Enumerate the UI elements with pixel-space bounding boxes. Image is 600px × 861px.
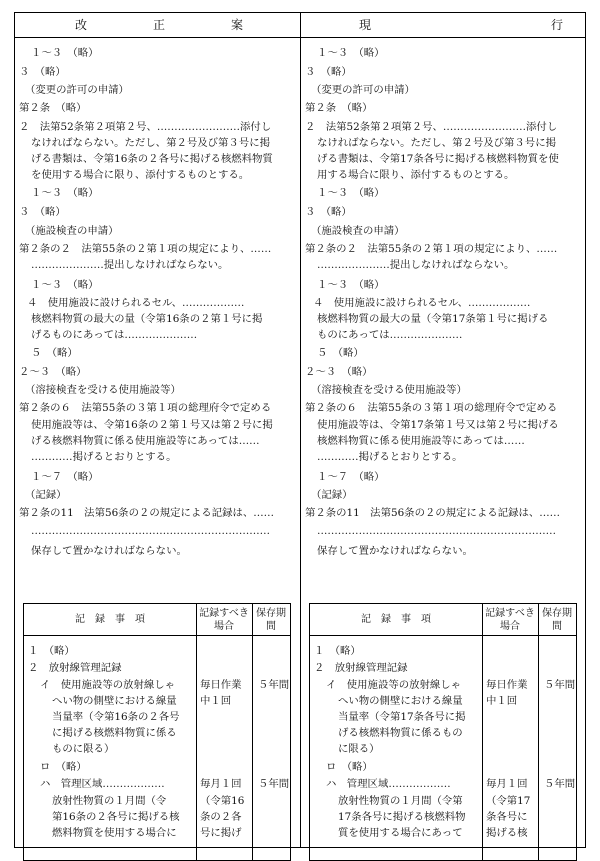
- table-item-line: ハ 管理区域………………: [326, 778, 451, 790]
- text-line: 保存して置かなければならない。: [317, 545, 473, 557]
- text-line: ３ （略）: [305, 66, 352, 78]
- text-line: ３ （略）: [19, 66, 66, 78]
- text-line: げる書類は、令第16条の２各号に掲げる核燃料物質: [31, 153, 273, 165]
- table-when-line: 条各号に: [486, 811, 528, 823]
- table-item-line: ロ （略）: [326, 761, 373, 773]
- text-line: （記録）: [311, 489, 353, 501]
- text-line: １～３ （略）: [317, 47, 385, 59]
- text-line: 核燃料物質の最大の量（令第17条第１号に掲げる: [317, 313, 549, 325]
- table-when-line: 毎日作業: [200, 679, 242, 691]
- table-header-item: 記 録 事 項: [24, 604, 196, 636]
- table-item-line: へい物の側壁における線量: [52, 695, 177, 707]
- table-item-line: ２ 放射線管理記録: [28, 662, 122, 674]
- header-revised-char-3: 案: [231, 18, 244, 32]
- text-line: ５ （略）: [317, 347, 364, 359]
- text-line: を使用する場合に限り、添付するものとする。: [31, 169, 250, 181]
- table-when-line: （令第17: [486, 795, 531, 807]
- text-line: １～７ （略）: [317, 471, 385, 483]
- table-divider: [196, 604, 197, 860]
- table-item-line: へい物の側壁における線量: [338, 695, 463, 707]
- text-line: 第２条 （略）: [305, 102, 373, 114]
- text-line: ２ 法第52条第２項第２号、……………………添付し: [19, 121, 272, 133]
- text-line: （記録）: [25, 489, 67, 501]
- text-line: 第２条の６ 法第55条の３第１項の総理府令で定める: [19, 402, 272, 414]
- table-item-line: ものに限る）: [52, 743, 115, 755]
- table-period: ５年間: [544, 679, 576, 691]
- table-item-line: ２ 放射線管理記録: [314, 662, 408, 674]
- text-line: ３ （略）: [305, 206, 352, 218]
- text-line: げる核燃料物質に係る使用施設等にあっては……: [31, 435, 260, 447]
- table-when-line: 中１回: [486, 695, 518, 707]
- table-header-item: 記 録 事 項: [310, 604, 482, 636]
- table-period: ５年間: [258, 679, 290, 691]
- text-line: （溶接検査を受ける使用施設等）: [25, 384, 181, 396]
- table-when-line: 条の２各: [200, 811, 242, 823]
- table-item-line: １ （略）: [314, 645, 361, 657]
- table-when-line: 毎月１回: [486, 778, 528, 790]
- table-header-period: 保存期間: [252, 604, 290, 636]
- table-item-line: ハ 管理区域………………: [40, 778, 165, 790]
- text-line: 使用施設等は、令第17条第１号又は第２号に掲げる: [317, 419, 559, 431]
- text-line: 使用施設等は、令第16条の２第１号又は第２号に掲: [31, 419, 273, 431]
- header-current-char-1: 現: [359, 18, 372, 32]
- text-line: 第２条の２ 法第55条の２第１項の規定により、……: [19, 243, 272, 255]
- text-line: （施設検査の申請）: [25, 225, 119, 237]
- table-item-line: 放射性物質の１月間（令第: [338, 795, 463, 807]
- header-current: [301, 13, 585, 38]
- text-line: １～３ （略）: [31, 187, 99, 199]
- table-header-when: 記録すべき場合: [482, 604, 538, 636]
- text-line: …………掲げるとおりとする。: [317, 451, 463, 463]
- text-line: …………………提出しなければならない。: [317, 259, 515, 271]
- table-divider: [252, 604, 253, 860]
- text-line: ２ 法第52条第２項第２号、……………………添付し: [305, 121, 558, 133]
- text-line: ４ 使用施設に設けられるセル、………………: [313, 297, 531, 309]
- text-line: （施設検査の申請）: [311, 225, 405, 237]
- revised-column: [15, 38, 301, 848]
- text-line: ４ 使用施設に設けられるセル、………………: [27, 297, 245, 309]
- table-header-when: 記録すべき場合: [196, 604, 252, 636]
- text-line: （溶接検査を受ける使用施設等）: [311, 384, 467, 396]
- text-line: １～３ （略）: [31, 279, 99, 291]
- text-line: なければならない。ただし、第２号及び第３号に掲: [31, 137, 270, 149]
- table-header-period: 保存期間: [538, 604, 576, 636]
- header-current-char-2: 行: [551, 18, 564, 32]
- table-item-line: 当量率（令第16条の２各号: [52, 711, 180, 723]
- text-line: ５ （略）: [31, 347, 78, 359]
- table-when-line: 中１回: [200, 695, 232, 707]
- text-line: 第２条 （略）: [19, 102, 87, 114]
- table-when-line: 毎月１回: [200, 778, 242, 790]
- text-line: ３ （略）: [19, 206, 66, 218]
- text-line: （変更の許可の申請）: [311, 84, 415, 96]
- table-when-line: 掲げる核: [486, 827, 528, 839]
- table-item-line: に掲げる核燃料物質に係る: [52, 727, 177, 739]
- table-when-line: 号に掲げ: [200, 827, 242, 839]
- text-line: ……………………………………………………………: [317, 525, 556, 537]
- text-line: ……………………………………………………………: [31, 525, 270, 537]
- text-line: 第２条の２ 法第55条の２第１項の規定により、……: [305, 243, 558, 255]
- table-divider: [482, 604, 483, 860]
- header-revised-char-2: 正: [153, 18, 166, 32]
- table-item-line: 燃料物質を使用する場合に: [52, 827, 177, 839]
- text-line: １～３ （略）: [317, 187, 385, 199]
- text-line: …………掲げるとおりとする。: [31, 451, 177, 463]
- record-table: [23, 603, 291, 861]
- text-line: 保存して置かなければならない。: [31, 545, 187, 557]
- text-line: （変更の許可の申請）: [25, 84, 129, 96]
- header-revised-char-1: 改: [75, 18, 88, 32]
- text-line: げるものにあっては…………………: [31, 329, 198, 341]
- table-item-line: イ 使用施設等の放射線しゃ: [40, 679, 176, 691]
- text-line: なければならない。ただし、第２号及び第３号に掲: [317, 137, 556, 149]
- header-revised: [15, 13, 301, 38]
- table-item-line: げる核燃料物質に係るもの: [338, 727, 463, 739]
- table-divider: [538, 604, 539, 860]
- table-item-line: 当量率（令第17条各号に掲: [338, 711, 466, 723]
- text-line: 核燃料物質に係る使用施設等にあっては……: [317, 435, 525, 447]
- table-item-line: 17条各号に掲げる核燃料物: [338, 811, 466, 823]
- text-line: 第２条の11 法第56条の２の規定による記録は、……: [305, 507, 561, 519]
- record-table: [309, 603, 577, 861]
- table-item-line: に限る）: [338, 743, 380, 755]
- table-when-line: 毎日作業: [486, 679, 528, 691]
- text-line: １～３ （略）: [317, 279, 385, 291]
- text-line: 第２条の11 法第56条の２の規定による記録は、……: [19, 507, 275, 519]
- table-period: ５年間: [258, 778, 290, 790]
- table-period: ５年間: [544, 778, 576, 790]
- text-line: 核燃料物質の最大の量（令第16条の２第１号に掲: [31, 313, 263, 325]
- text-line: １～７ （略）: [31, 471, 99, 483]
- text-line: ものにあっては…………………: [317, 329, 463, 341]
- text-line: 第２条の６ 法第55条の３第１項の総理府令で定める: [305, 402, 558, 414]
- table-item-line: イ 使用施設等の放射線しゃ: [326, 679, 462, 691]
- table-item-line: ロ （略）: [40, 761, 87, 773]
- table-when-line: （令第16: [200, 795, 245, 807]
- table-item-line: 質を使用する場合にあって: [338, 827, 463, 839]
- table-item-line: １ （略）: [28, 645, 75, 657]
- text-line: ２～３ （略）: [19, 366, 87, 378]
- text-line: １～３ （略）: [31, 47, 99, 59]
- text-line: げる書類は、令第17条各号に掲げる核燃料物質を使: [317, 153, 559, 165]
- text-line: 用する場合に限り、添付するものとする。: [317, 169, 515, 181]
- comparison-sheet: [14, 12, 586, 848]
- text-line: …………………提出しなければならない。: [31, 259, 229, 271]
- text-line: ２～３ （略）: [305, 366, 373, 378]
- table-item-line: 第16条の２各号に掲げる核: [52, 811, 180, 823]
- table-item-line: 放射性物質の１月間（令: [52, 795, 167, 807]
